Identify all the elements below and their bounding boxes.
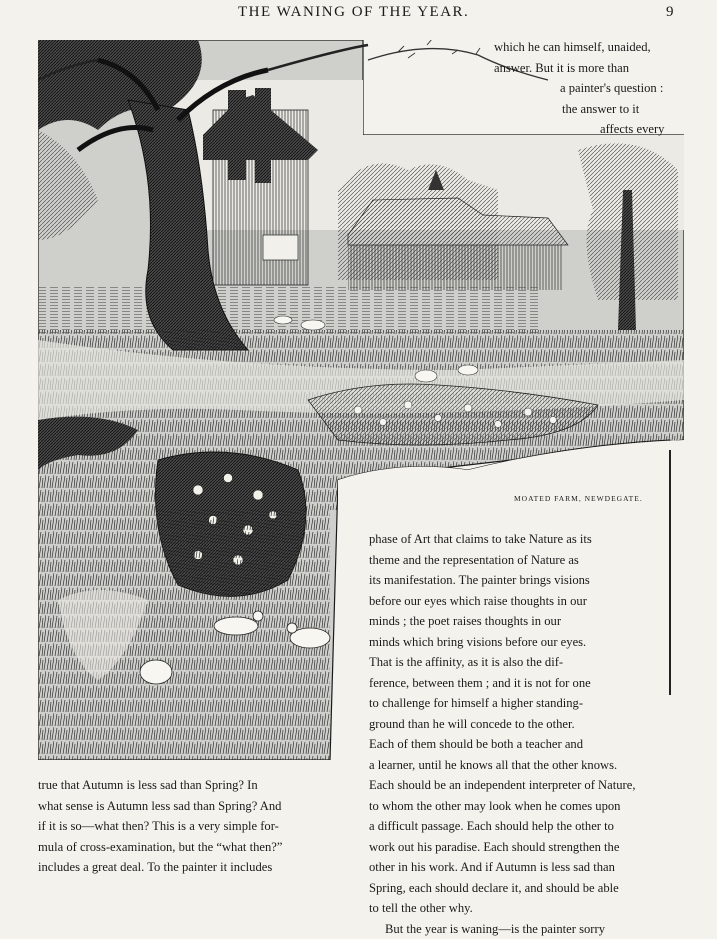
text-line: before our eyes which raise thoughts in our (369, 591, 685, 612)
text-line: if it is so—what then? This is a very simple for- (38, 816, 356, 837)
text-line: which he can himself, unaided, (494, 37, 682, 58)
text-line: ground than he will concede to the other. (369, 714, 685, 735)
text-line: to tell the other why. (369, 898, 685, 919)
text-line: minds which bring visions before our eyes. (369, 632, 685, 653)
running-head (0, 4, 717, 24)
text-line: a learner, until he knows all that the other knows. (369, 755, 685, 776)
running-title: THE WANING OF THE YEAR. (238, 4, 469, 21)
illustration-caption: MOATED FARM, NEWDEGATE. (514, 494, 643, 503)
text-line: to challenge for himself a higher standing- (369, 693, 685, 714)
text-line: other in his work. And if Autumn is less sad than (369, 857, 685, 878)
right-column-text (369, 529, 685, 939)
text-line: a difficult passage. Each should help the other to (369, 816, 685, 837)
text-line: ference, between them ; and it is not for one (369, 673, 685, 694)
text-line: Spring, each should declare it, and should be able (369, 878, 685, 899)
text-line: minds ; the poet raises thoughts in our (369, 611, 685, 632)
text-line: But the year is waning—is the painter sorry (369, 919, 685, 939)
text-line: answer. But it is more than (494, 58, 682, 79)
text-line: mula of cross-examination, but the “what then?” (38, 837, 356, 858)
text-line: affects every (494, 119, 682, 140)
text-line: true that Autumn is less sad than Spring? In (38, 775, 356, 796)
text-line: Each should be an independent interpreter of Nature, (369, 775, 685, 796)
left-column-text (38, 775, 356, 878)
text-line: a painter's question : (494, 78, 682, 99)
text-line: includes a great deal. To the painter it includes (38, 857, 356, 878)
text-line: Each of them should be both a teacher and (369, 734, 685, 755)
text-line: its manifestation. The painter brings visions (369, 570, 685, 591)
text-line: work out his paradise. Each should strengthen the (369, 837, 685, 858)
text-line: what sense is Autumn less sad than Spring? And (38, 796, 356, 817)
text-line: to whom the other may look when he comes upon (369, 796, 685, 817)
text-line: That is the affinity, as it is also the dif- (369, 652, 685, 673)
text-line: theme and the representation of Nature as (369, 550, 685, 571)
text-line: the answer to it (494, 99, 682, 120)
text-line: phase of Art that claims to take Nature as its (369, 529, 685, 550)
page-number: 9 (666, 4, 674, 21)
top-right-text (494, 37, 682, 140)
